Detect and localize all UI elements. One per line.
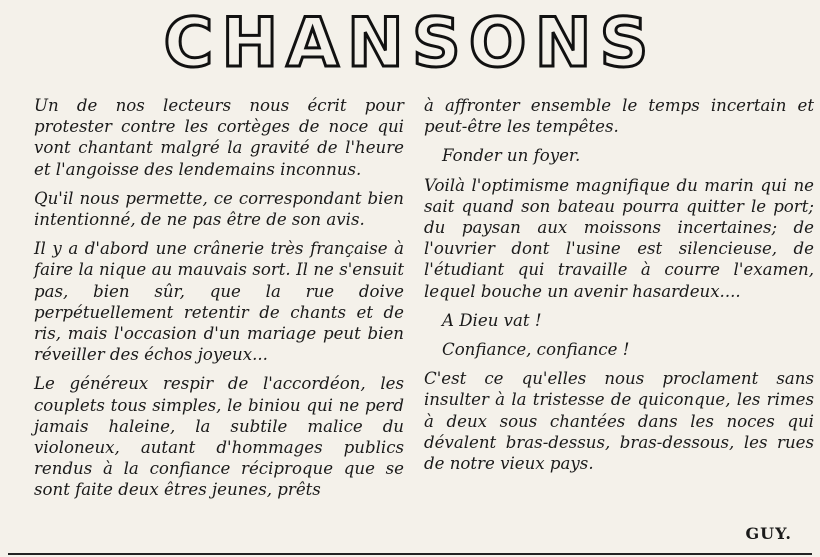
paragraph-5: à affronter ensemble le temps incertain et peut-être les tempêtes. [424, 96, 814, 137]
left-column [34, 95, 404, 509]
paragraph-3: Il y a d'abord une crânerie très française à faire la nique au mauvais sort. Il ne s'ensuit pas, bien sûr, que la rue doive perpétuellement retentir de chants et de ris, mais l'occasion d'un mariage peut bien réveiller des échos joyeux... [34, 239, 404, 365]
article-title: CHANSONS [163, 4, 657, 83]
bottom-rule [8, 553, 812, 555]
paragraph-10: C'est ce qu'elles nous proclament sans insulter à la tristesse de quiconque, les rimes à deux sous chantées dans les noces qui dévalent bras-dessus, bras-dessous, les rues de notre vieux pays. [424, 369, 814, 474]
paragraph-9: Confiance, confiance ! [442, 340, 630, 360]
paragraph-7: Voilà l'optimisme magnifique du marin qui ne sait quand son bateau pourra quitter le port; du paysan aux moissons incertaines; de l'ouvrier dont l'usine est silencieuse, de l'étudiant qui travaille à courre l'examen, lequel bouche un avenir hasardeux.... [424, 175, 814, 301]
paragraph-2: Qu'il nous permette, ce correspondant bien intentionné, de ne pas être de son avis. [34, 188, 404, 230]
right-column [424, 95, 814, 482]
paragraph-8: A Dieu vat ! [442, 310, 542, 330]
paragraph-6: Fonder un foyer. [442, 146, 581, 166]
paragraph-4: Le généreux respir de l'accordéon, les couplets tous simples, le biniou qui ne perd jamais haleine, la subtile malice du violoneux, autant d'hommages publics rendus à la confiance réciproque que se sont faite deux êtres jeunes, prêts [34, 374, 404, 500]
author-signature: GUY. [745, 524, 792, 543]
paragraph-1: Un de nos lecteurs nous écrit pour protester contre les cortèges de noce qui vont chantant malgré la gravité de l'heure et l'angoisse des lendemains inconnus. [34, 96, 404, 179]
